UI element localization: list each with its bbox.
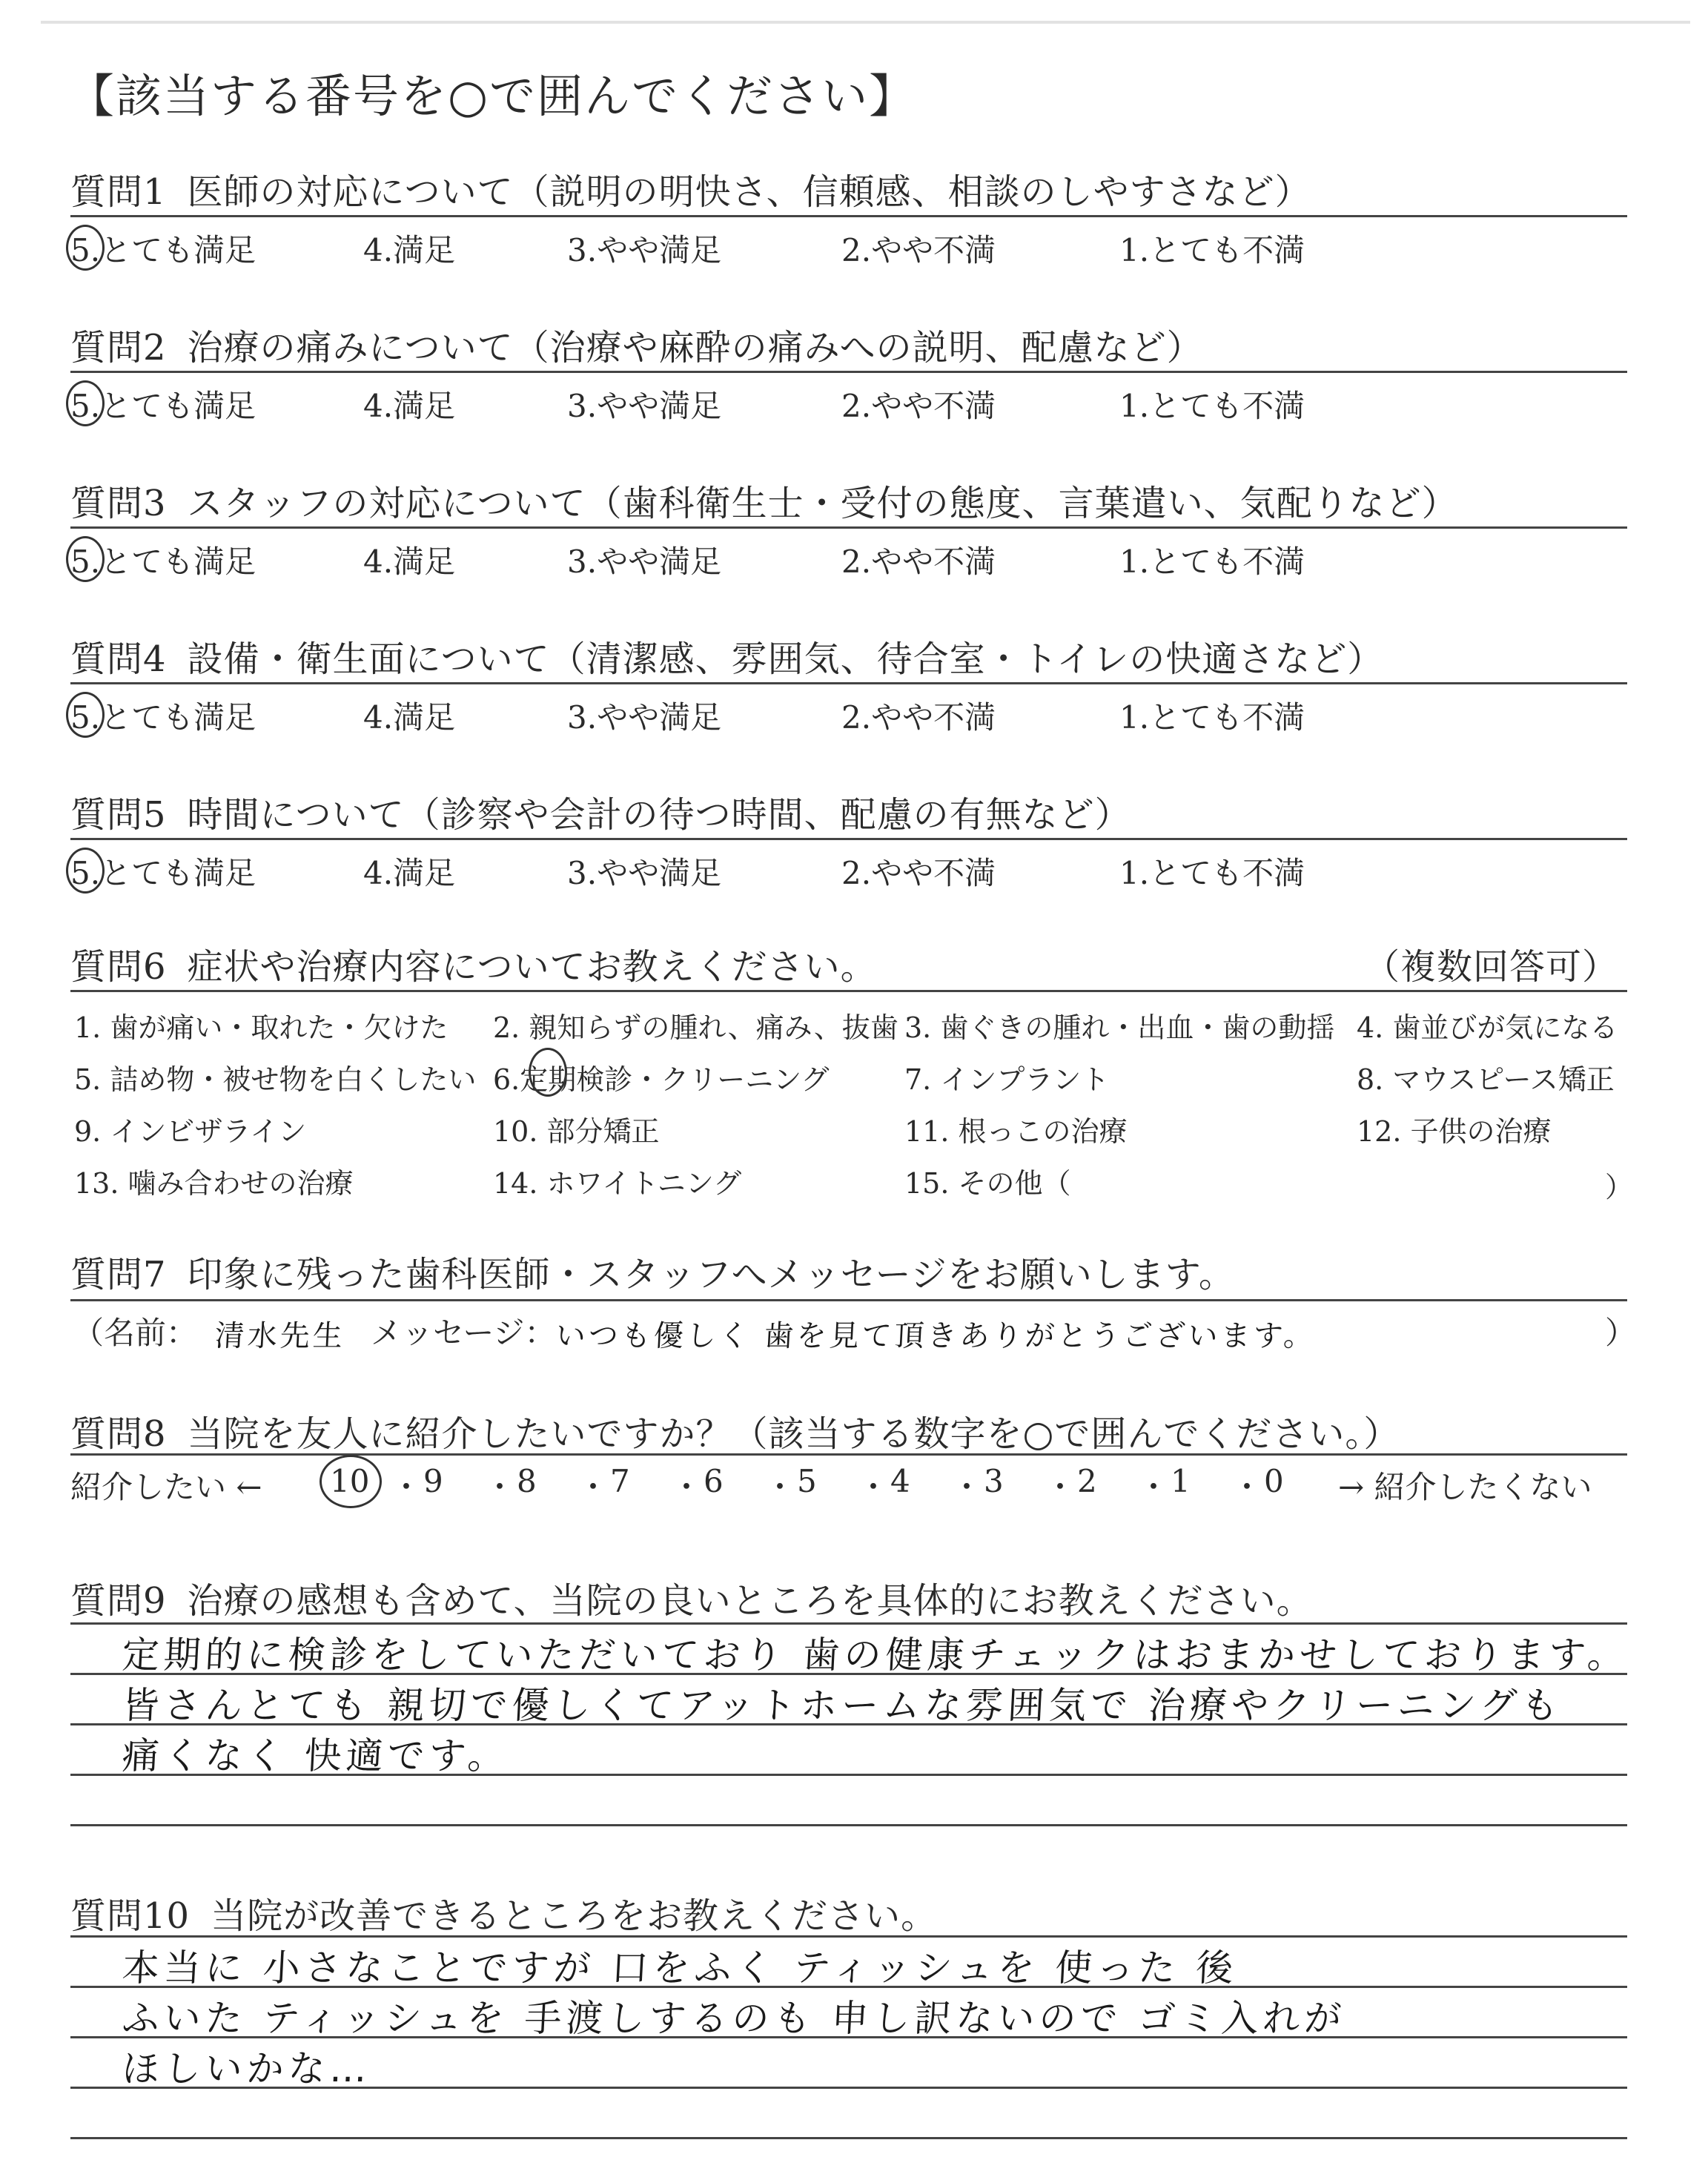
- q10-answer-line: ほしいかな…: [121, 2047, 373, 2090]
- q3-number: 質問3: [70, 483, 167, 524]
- q8-right-label: → 紹介したくない: [1338, 1469, 1592, 1505]
- q8-scale-separator: ・: [671, 1469, 703, 1505]
- rating-option[interactable]: 3.やや満足: [567, 232, 722, 268]
- q6-option[interactable]: 9. インビザライン: [74, 1115, 307, 1148]
- q9-heading: [70, 1572, 1313, 1623]
- selection-circle: [66, 848, 105, 894]
- q5-rule: [70, 838, 1627, 840]
- q8-scale-separator: ・: [1045, 1469, 1076, 1505]
- q6-selection-circle: [529, 1048, 567, 1097]
- q9-answer-rule: [70, 1622, 1627, 1625]
- q6-number: 質問6: [70, 946, 167, 988]
- q6-heading: [70, 938, 877, 989]
- rating-option[interactable]: 2.やや不満: [841, 699, 996, 736]
- page-title: 【該当する番号を○で囲んでください】: [68, 69, 917, 123]
- q7-rule: [70, 1299, 1627, 1301]
- rating-option[interactable]: 1.とても不満: [1119, 544, 1305, 580]
- selection-circle: [66, 692, 105, 738]
- q6-option[interactable]: 8. マウスピース矯正: [1357, 1063, 1615, 1096]
- q8-scale-value[interactable]: 1: [1171, 1463, 1191, 1499]
- q8-text: 当院を友人に紹介したいですか？（該当する数字を○で囲んでください。）: [187, 1413, 1400, 1455]
- q9-answer-line: 定期的に検診をしていただいており 歯の健康チェックはおまかせしております。: [121, 1634, 1630, 1677]
- q8-scale-separator: ・: [858, 1469, 890, 1505]
- q7-name-value: 清水先生: [214, 1319, 347, 1353]
- q6-option[interactable]: 10. 部分矯正: [493, 1115, 660, 1148]
- q10-text: 当院が改善できるところをお教えください。: [211, 1895, 938, 1937]
- rating-option[interactable]: 2.やや不満: [841, 232, 996, 268]
- q8-scale-value[interactable]: 8: [517, 1463, 537, 1499]
- q6-option[interactable]: 12. 子供の治療: [1357, 1115, 1552, 1148]
- rating-option[interactable]: 2.やや不満: [841, 855, 996, 891]
- q6-option[interactable]: 6.定期検診・クリーニング: [493, 1063, 830, 1096]
- q8-scale-separator: ・: [764, 1469, 796, 1505]
- rating-option[interactable]: 1.とても不満: [1119, 855, 1305, 891]
- q4-rule: [70, 682, 1627, 684]
- q6-option[interactable]: 13. 噛み合わせの治療: [74, 1167, 354, 1200]
- q10-answer-line: 本当に 小さなことですが 口をふく ティッシュを 使った 後: [121, 1946, 1239, 1989]
- rating-option[interactable]: 4.満足: [363, 232, 456, 268]
- q8-scale-separator: ・: [577, 1469, 609, 1505]
- q10-heading: [70, 1887, 937, 1938]
- q7-name-label: （名前：: [73, 1315, 198, 1351]
- q4-number: 質問4: [70, 638, 167, 680]
- rating-option[interactable]: 4.満足: [363, 855, 456, 891]
- q6-close-paren: ）: [1605, 1171, 1634, 1203]
- q10-answer-line: ふいた ティッシュを 手渡しするのも 申し訳ないので ゴミ入れが: [121, 1997, 1347, 2040]
- q9-text: 治療の感想も含めて、当院の良いところを具体的にお教えください。: [187, 1580, 1313, 1622]
- q9-answer-line: 痛くなく 快適です。: [121, 1734, 511, 1777]
- q1-options: [70, 226, 1635, 271]
- q7-close-paren: ）: [1605, 1315, 1637, 1351]
- rating-option[interactable]: 2.やや不満: [841, 388, 996, 424]
- q2-heading: [70, 319, 1203, 370]
- q1-text: 医師の対応について（説明の明快さ、信頼感、相談のしやすさなど）: [187, 171, 1311, 213]
- rating-option[interactable]: 5.とても満足: [70, 232, 256, 268]
- q3-heading: [70, 475, 1458, 526]
- rating-option[interactable]: 4.満足: [363, 699, 456, 736]
- q2-options: [70, 382, 1635, 426]
- q4-options: [70, 693, 1635, 738]
- q8-scale-value[interactable]: 2: [1077, 1463, 1097, 1499]
- rating-option[interactable]: 5.とても満足: [70, 388, 256, 424]
- q8-scale-value[interactable]: 5: [797, 1463, 817, 1499]
- q10-answer-rule: [70, 1935, 1627, 1938]
- top-border: [41, 21, 1690, 24]
- selection-circle: [66, 536, 105, 582]
- q8-scale-value[interactable]: 3: [984, 1463, 1004, 1499]
- q8-number: 質問8: [70, 1413, 167, 1455]
- q6-rule: [70, 990, 1627, 992]
- q5-text: 時間について（診察や会計の待つ時間、配慮の有無など）: [187, 794, 1131, 836]
- q8-scale-value[interactable]: 9: [423, 1463, 443, 1499]
- selection-circle: [66, 380, 105, 426]
- q8-scale-separator: ・: [484, 1469, 516, 1505]
- q3-options: [70, 538, 1635, 582]
- q8-heading: [70, 1405, 1400, 1456]
- rating-option[interactable]: 3.やや満足: [567, 388, 722, 424]
- q8-selection-circle: [320, 1455, 382, 1508]
- q8-scale-separator: ・: [391, 1469, 423, 1505]
- q8-scale-value[interactable]: 7: [610, 1463, 630, 1499]
- q8-scale-separator: ・: [1138, 1469, 1170, 1505]
- q8-left-label: 紹介したい ←: [70, 1469, 262, 1505]
- q7-text: 印象に残った歯科医師・スタッフへメッセージをお願いします。: [187, 1254, 1235, 1295]
- rating-option[interactable]: 5.とても満足: [70, 855, 256, 891]
- q5-number: 質問5: [70, 794, 167, 836]
- q5-heading: [70, 786, 1131, 837]
- rating-option[interactable]: 5.とても満足: [70, 699, 256, 736]
- q9-number: 質問9: [70, 1580, 167, 1622]
- q10-answer-rule: [70, 2137, 1627, 2139]
- rating-option[interactable]: 3.やや満足: [567, 855, 722, 891]
- q2-text: 治療の痛みについて（治療や麻酔の痛みへの説明、配慮など）: [187, 327, 1203, 369]
- q4-heading: [70, 630, 1383, 681]
- q3-rule: [70, 526, 1627, 529]
- q8-scale-value[interactable]: 4: [890, 1463, 910, 1499]
- q1-heading: [70, 163, 1311, 214]
- q6-text: 症状や治療内容についてお教えください。: [187, 946, 877, 988]
- q10-number: 質問10: [70, 1895, 191, 1937]
- rating-option[interactable]: 3.やや満足: [567, 699, 722, 736]
- q6-option[interactable]: 3. 歯ぐきの腫れ・出血・歯の動揺: [904, 1011, 1335, 1044]
- q7-number: 質問7: [70, 1254, 167, 1295]
- q8-rule: [70, 1453, 1627, 1456]
- q3-text: スタッフの対応について（歯科衛生士・受付の態度、言葉遣い、気配りなど）: [187, 483, 1458, 524]
- q1-number: 質問1: [70, 171, 167, 213]
- rating-option[interactable]: 4.満足: [363, 544, 456, 580]
- q2-rule: [70, 371, 1627, 373]
- rating-option[interactable]: 1.とても不満: [1119, 232, 1305, 268]
- q1-rule: [70, 215, 1627, 217]
- q9-answer-line: 皆さんとても 親切で優しくてアットホームな雰囲気で 治療やクリーニングも: [121, 1684, 1564, 1727]
- q8-scale-separator: ・: [951, 1469, 983, 1505]
- rating-option[interactable]: 1.とても不満: [1119, 388, 1305, 424]
- q9-answer-rule: [70, 1824, 1627, 1826]
- q7-message-value: いつも優しく 歯を見て頂きありがとうございます。: [555, 1319, 1317, 1353]
- q6-option[interactable]: 4. 歯並びが気になる: [1357, 1011, 1618, 1044]
- q7-message-label: メッセージ：: [371, 1315, 556, 1351]
- rating-option[interactable]: 2.やや不満: [841, 544, 996, 580]
- q6-option[interactable]: 1. 歯が痛い・取れた・欠けた: [74, 1011, 448, 1044]
- rating-option[interactable]: 5.とても満足: [70, 544, 256, 580]
- selection-circle: [66, 225, 105, 271]
- q8-scale-value[interactable]: 10: [330, 1463, 370, 1499]
- q7-heading: [70, 1246, 1235, 1297]
- q6-option[interactable]: 2. 親知らずの腫れ、痛み、抜歯: [493, 1011, 898, 1044]
- q6-option[interactable]: 14. ホワイトニング: [493, 1167, 742, 1200]
- rating-option[interactable]: 4.満足: [363, 388, 456, 424]
- q4-text: 設備・衛生面について（清潔感、雰囲気、待合室・トイレの快適さなど）: [187, 638, 1384, 680]
- q5-options: [70, 849, 1635, 894]
- q6-option[interactable]: 7. インプラント: [904, 1063, 1110, 1096]
- q8-scale-value[interactable]: 6: [704, 1463, 724, 1499]
- q6-option[interactable]: 11. 根っこの治療: [904, 1115, 1128, 1148]
- rating-option[interactable]: 1.とても不満: [1119, 699, 1305, 736]
- q6-note: （複数回答可）: [1364, 946, 1619, 988]
- q8-scale-value[interactable]: 0: [1264, 1463, 1284, 1499]
- rating-option[interactable]: 3.やや満足: [567, 544, 722, 580]
- q2-number: 質問2: [70, 327, 167, 369]
- q6-option[interactable]: 15. その他（: [904, 1167, 1071, 1200]
- q8-scale-separator: ・: [1231, 1469, 1263, 1505]
- q6-option[interactable]: 5. 詰め物・被せ物を白くしたい: [74, 1063, 477, 1096]
